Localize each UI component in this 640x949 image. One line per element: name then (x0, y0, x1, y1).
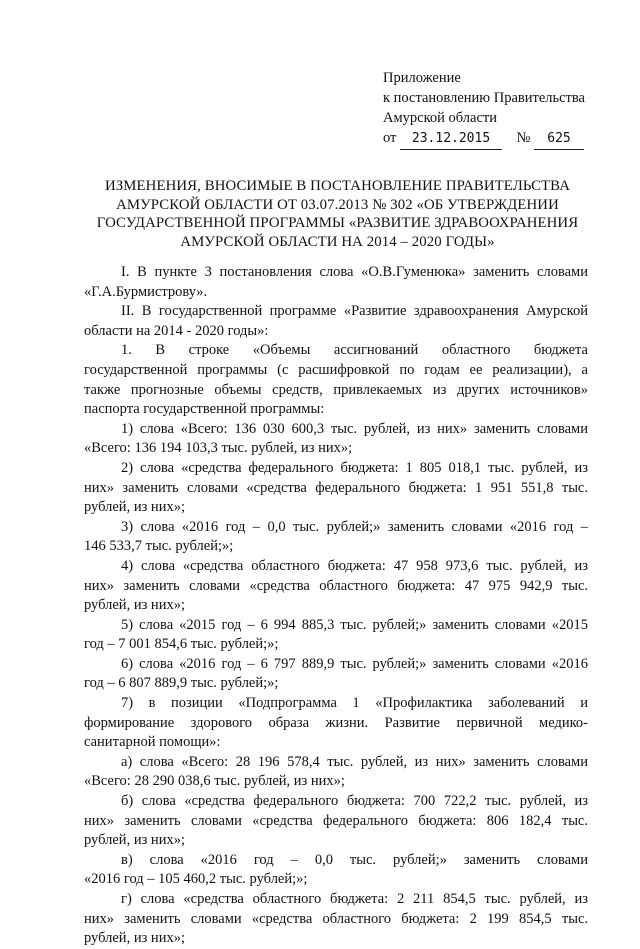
document-title (60, 177, 615, 251)
text-line: рублей, из них»; (84, 499, 185, 516)
text-line: в) слова «2016 год – 0,0 тыс. рублей;» заменить словами (121, 851, 588, 868)
resolution-date: 23.12.2015 (400, 129, 502, 150)
text-line: 7) в позиции «Подпрограмма 1 «Профилактика заболеваний и (121, 695, 588, 712)
text-line: формирование здорового образа жизни. Развитие первичной медико- (84, 714, 588, 731)
title-line: ГОСУДАРСТВЕННОЙ ПРОГРАММЫ «РАЗВИТИЕ ЗДРАВООХРАНЕНИЯ (96, 215, 579, 231)
title-line: АМУРСКОЙ ОБЛАСТИ ОТ 03.07.2013 № 302 «ОБ УТВЕРЖДЕНИИ (116, 196, 559, 213)
text-line: 1) слова «Всего: 136 030 600,3 тыс. рублей, из них» заменить словами (121, 420, 588, 437)
title-line: АМУРСКОЙ ОБЛАСТИ НА 2014 – 2020 ГОДЫ» (180, 233, 495, 250)
text-line: них» заменить словами «средства федерального бюджета: 1 951 551,8 тыс. (84, 479, 588, 496)
text-line: санитарной помощи»: (84, 734, 221, 751)
text-line: рублей, из них»; (84, 597, 185, 614)
appendix-block (383, 68, 585, 150)
appendix-line: Приложение (383, 70, 461, 86)
text-line: 4) слова «средства областного бюджета: 47 958 973,6 тыс. рублей, из (121, 557, 588, 574)
text-line: «Г.А.Бурмистрову». (84, 283, 208, 300)
text-line: г) слова «средства областного бюджета: 2 211 854,5 тыс. рублей, из (121, 891, 588, 907)
appendix-line: Амурской области (383, 110, 497, 126)
text-line: б) слова «средства федерального бюджета: 700 722,2 тыс. рублей, из (121, 793, 588, 810)
text-line: 146 533,7 тыс. рублей;»; (84, 538, 234, 555)
text-line: «Всего: 136 194 103,3 тыс. рублей, из них»; (84, 440, 353, 457)
text-line: «Всего: 28 290 038,6 тыс. рублей, из них»; (84, 773, 345, 790)
number-label: № (516, 130, 531, 146)
text-line: 1. В строке «Объемы ассигнований областного бюджета (121, 342, 588, 359)
text-line: а) слова «Всего: 28 196 578,4 тыс. рублей, из них» заменить словами (121, 753, 588, 770)
text-line: 6) слова «2016 год – 6 797 889,9 тыс. рублей;» заменить словами «2016 (121, 655, 588, 672)
text-line: них» заменить словами «средства областного бюджета: 2 199 854,5 тыс. (84, 910, 588, 927)
resolution-number: 625 (534, 129, 584, 150)
from-label: от (383, 130, 397, 146)
text-line: государственной программы (с расшифровкой по годам ее реализации), а (84, 361, 588, 378)
text-line: «2016 год – 105 460,2 тыс. рублей;»; (84, 871, 308, 888)
text-line: также прогнозные объемы средств, привлекаемых из других источников» (84, 381, 588, 398)
text-line: области на 2014 - 2020 годы»: (84, 322, 269, 339)
text-line: них» заменить словами «средства федерального бюджета: 806 182,4 тыс. (84, 812, 588, 829)
appendix-line: к постановлению Правительства (383, 90, 585, 106)
text-line: II. В государственной программе «Развитие здравоохранения Амурской (121, 303, 588, 320)
appendix-date-line (383, 128, 585, 150)
text-line: I. В пункте 3 постановления слова «О.В.Гуменюка» заменить словами (121, 264, 588, 280)
text-line: год – 7 001 854,6 тыс. рублей;»; (84, 636, 279, 653)
text-line: 5) слова «2015 год – 6 994 885,3 тыс. рублей;» заменить словами «2015 (121, 616, 588, 633)
text-line: 2) слова «средства федерального бюджета: 1 805 018,1 тыс. рублей, из (121, 459, 588, 476)
text-line: рублей, из них»; (84, 930, 185, 947)
text-line: 3) слова «2016 год – 0,0 тыс. рублей;» заменить словами «2016 год – (121, 518, 588, 535)
text-line: паспорта государственной программы: (84, 401, 325, 418)
text-line: год – 6 807 889,9 тыс. рублей;»; (84, 675, 279, 692)
title-line: ИЗМЕНЕНИЯ, ВНОСИМЫЕ В ПОСТАНОВЛЕНИЕ ПРАВИТЕЛЬСТВА (104, 178, 570, 194)
text-line: них» заменить словами «средства областного бюджета: 47 975 942,9 тыс. (84, 577, 588, 594)
document-body (84, 263, 588, 949)
text-line: рублей, из них»; (84, 832, 185, 849)
